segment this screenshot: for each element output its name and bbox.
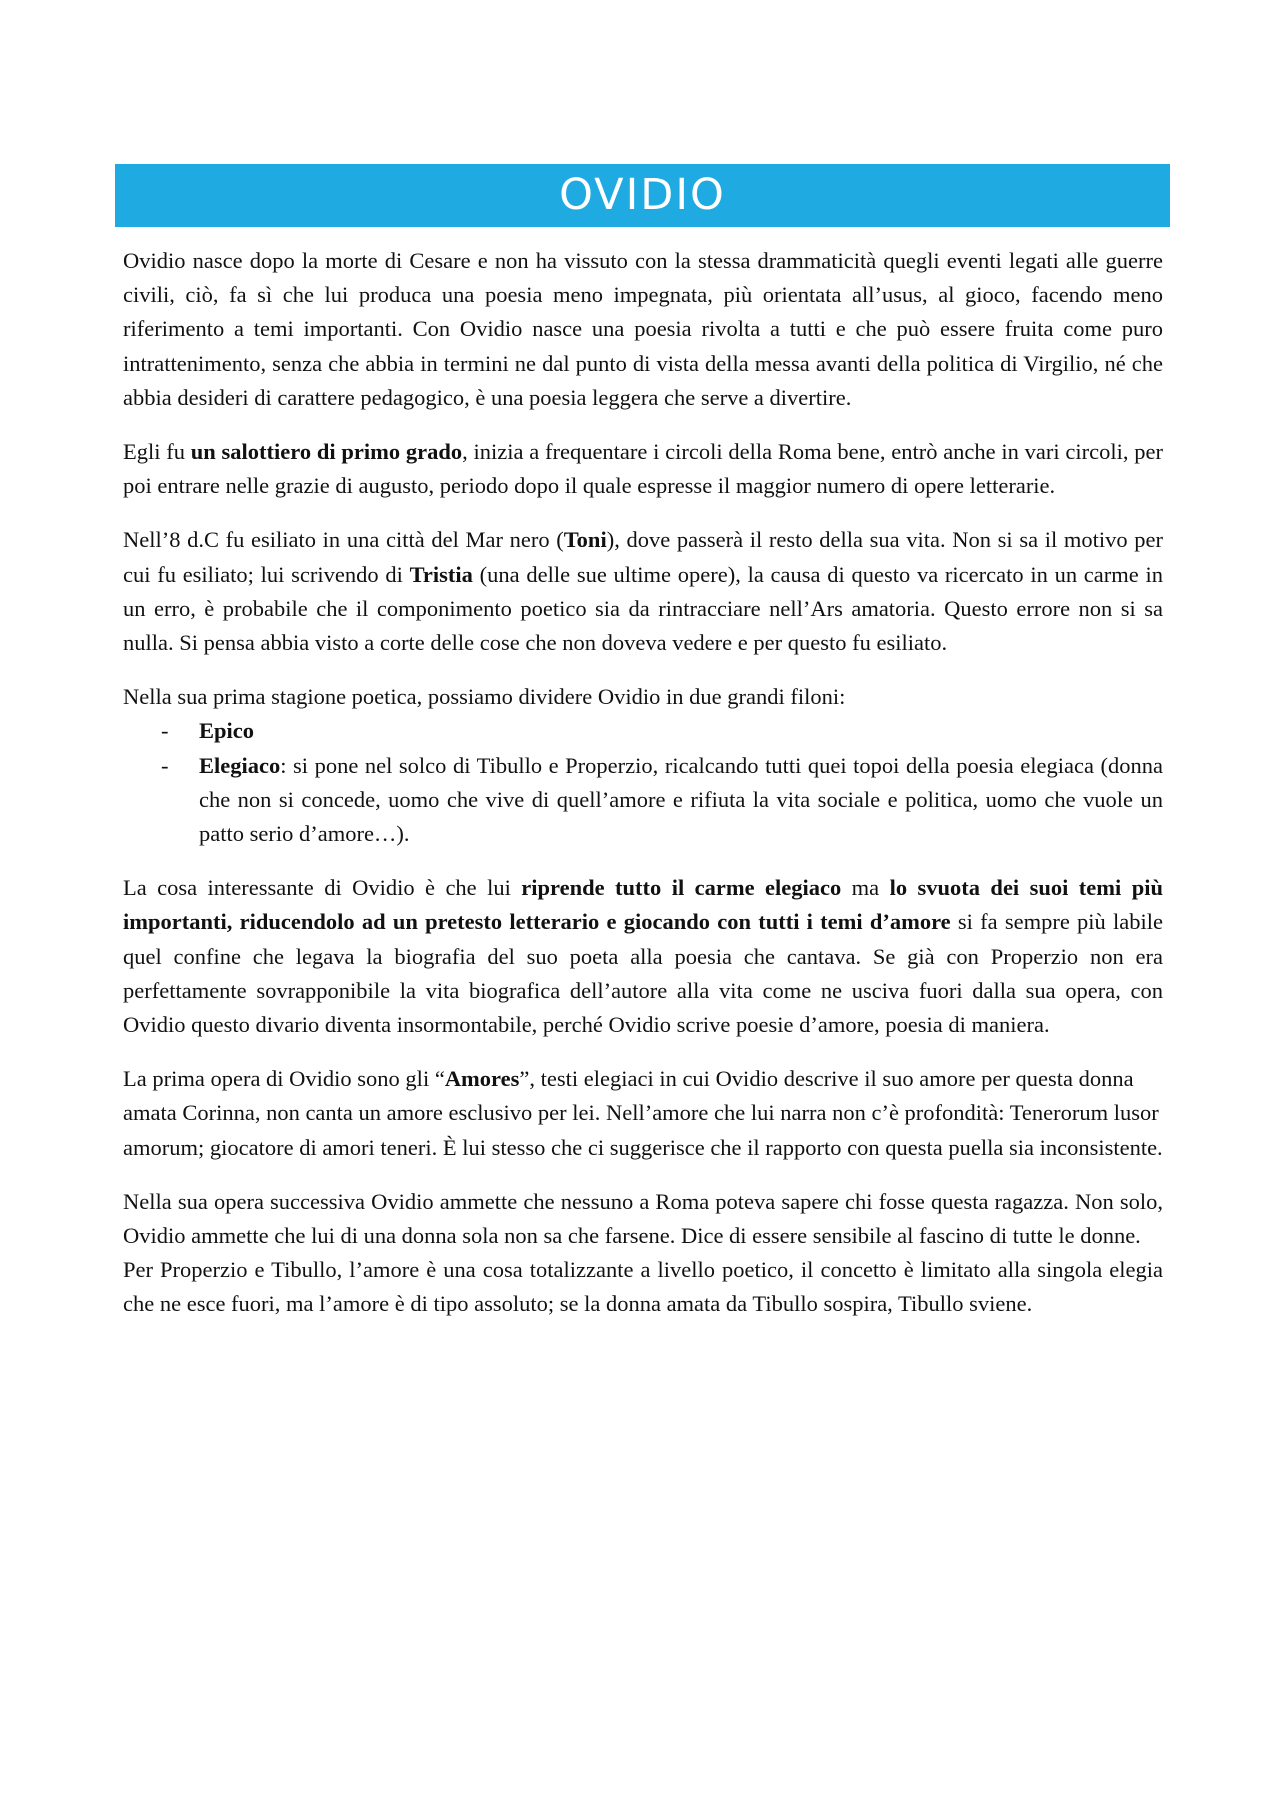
bold-text: Elegiaco xyxy=(199,752,281,778)
text-run: La prima opera di Ovidio sono gli “ xyxy=(123,1066,445,1092)
bold-text: lo svuota dei suoi temi più importanti, riducendolo ad un pretesto letterario e giocando con tutti i temi d’amore xyxy=(123,875,1163,935)
genre-list xyxy=(123,714,1163,851)
text-run: , inizia a frequentare i circoli della Roma bene, entrò anche in vari circoli, per poi entrare nelle grazie di augusto, periodo dopo il quale espresse il maggior numero di opere letterarie. xyxy=(123,439,1163,499)
text-run: ma xyxy=(841,875,890,901)
list-item-epico xyxy=(123,714,1163,748)
bold-text: un salottiero di primo grado xyxy=(190,439,463,465)
text-run: Egli fu xyxy=(123,439,191,465)
text-run: Nell’8 d.C fu esiliato in una città del Mar nero ( xyxy=(123,527,564,553)
list-item-elegiaco xyxy=(123,749,1163,852)
text-run: ”, testi elegiaci in cui Ovidio descrive il suo amore per questa donna amata Corinna, non canta un amore esclusivo per lei. Nell’amore che lui narra non c’è profondità: Tenerorum lusor amorum; giocatore di amori teneri. È lui stesso che ci suggerisce che il rapporto con questa puella sia inconsistente. xyxy=(123,1066,1163,1160)
text-run: ), dove passerà il resto della sua vita. Non si sa il motivo per cui fu esiliato; lui scrivendo di xyxy=(123,527,1164,587)
document-body xyxy=(123,244,1163,1342)
paragraph-properzio-tibullo: Per Properzio e Tibullo, l’amore è una cosa totalizzante a livello poetico, il concetto è limitato alla singola elegia che ne esce fuori, ma l’amore è di tipo assoluto; se la donna amata da Tibullo sospira, Tibullo sviene. xyxy=(123,1257,1163,1317)
bold-text: Epico xyxy=(199,718,255,744)
paragraph-amores xyxy=(123,1062,1163,1165)
paragraph-exile xyxy=(123,523,1163,660)
paragraph-filoni: Nella sua prima stagione poetica, possiamo dividere Ovidio in due grandi filoni: xyxy=(123,684,846,710)
paragraph-carme-elegiaco xyxy=(123,871,1163,1042)
text-run: (una delle sue ultime opere), la causa di questo va ricercato in un carme in un erro, è probabile che il componimento poetico sia da rintracciare nell’Ars amatoria. Questo errore non si sa nulla. Si pensa abbia visto a corte delle cose che non doveva vedere e per questo fu esiliato. xyxy=(123,561,1163,656)
paragraph-salottiero xyxy=(123,435,1163,503)
bold-text: Amores xyxy=(444,1066,520,1092)
list-dash: - xyxy=(161,752,169,778)
text-run: La cosa interessante di Ovidio è che lui xyxy=(123,875,522,901)
list-dash: - xyxy=(161,718,169,744)
paragraph-intro: Ovidio nasce dopo la morte di Cesare e non ha vissuto con la stessa drammaticità quegli eventi legati alle guerre civili, ciò, fa sì che lui produca una poesia meno impegnata, più orientata all’usus, al gioco, facendo meno riferimento a temi importanti. Con Ovidio nasce una poesia rivolta a tutti e che può essere fruita come puro intrattenimento, senza che abbia in termini ne dal punto di vista della messa avanti della politica di Virgilio, né che abbia desideri di carattere pedagogico, è una poesia leggera che serve a divertire. xyxy=(123,248,1163,410)
bold-text: Tristia xyxy=(409,561,473,587)
title-banner xyxy=(115,164,1170,227)
bold-text: riprende tutto il carme elegiaco xyxy=(521,875,842,901)
page-title: OVIDIO xyxy=(559,170,726,220)
paragraph-opera-successiva: Nella sua opera successiva Ovidio ammette che nessuno a Roma poteva sapere chi fosse questa ragazza. Non solo, Ovidio ammette che lui di una donna sola non sa che farsene. Dice di essere sensibile al fascino di tutte le donne. xyxy=(123,1188,1163,1249)
text-run: si fa sempre più labile quel confine che legava la biografia del suo poeta alla poesia che cantava. Se già con Properzio non era perfettamente sovrapponibile la vita biografica dell’autore alla vita come ne usciva fuori dalla sua opera, con Ovidio questo divario diventa insormontabile, perché Ovidio scrive poesie d’amore, poesia di maniera. xyxy=(123,909,1163,1038)
text-run: : si pone nel solco di Tibullo e Properzio, ricalcando tutti quei topoi della poesia elegiaca (donna che non si concede, uomo che vive di quell’amore e rifiuta la vita sociale e politica, uomo che vuole un patto serio d’amore…). xyxy=(199,752,1163,847)
bold-text: Toni xyxy=(563,527,607,553)
